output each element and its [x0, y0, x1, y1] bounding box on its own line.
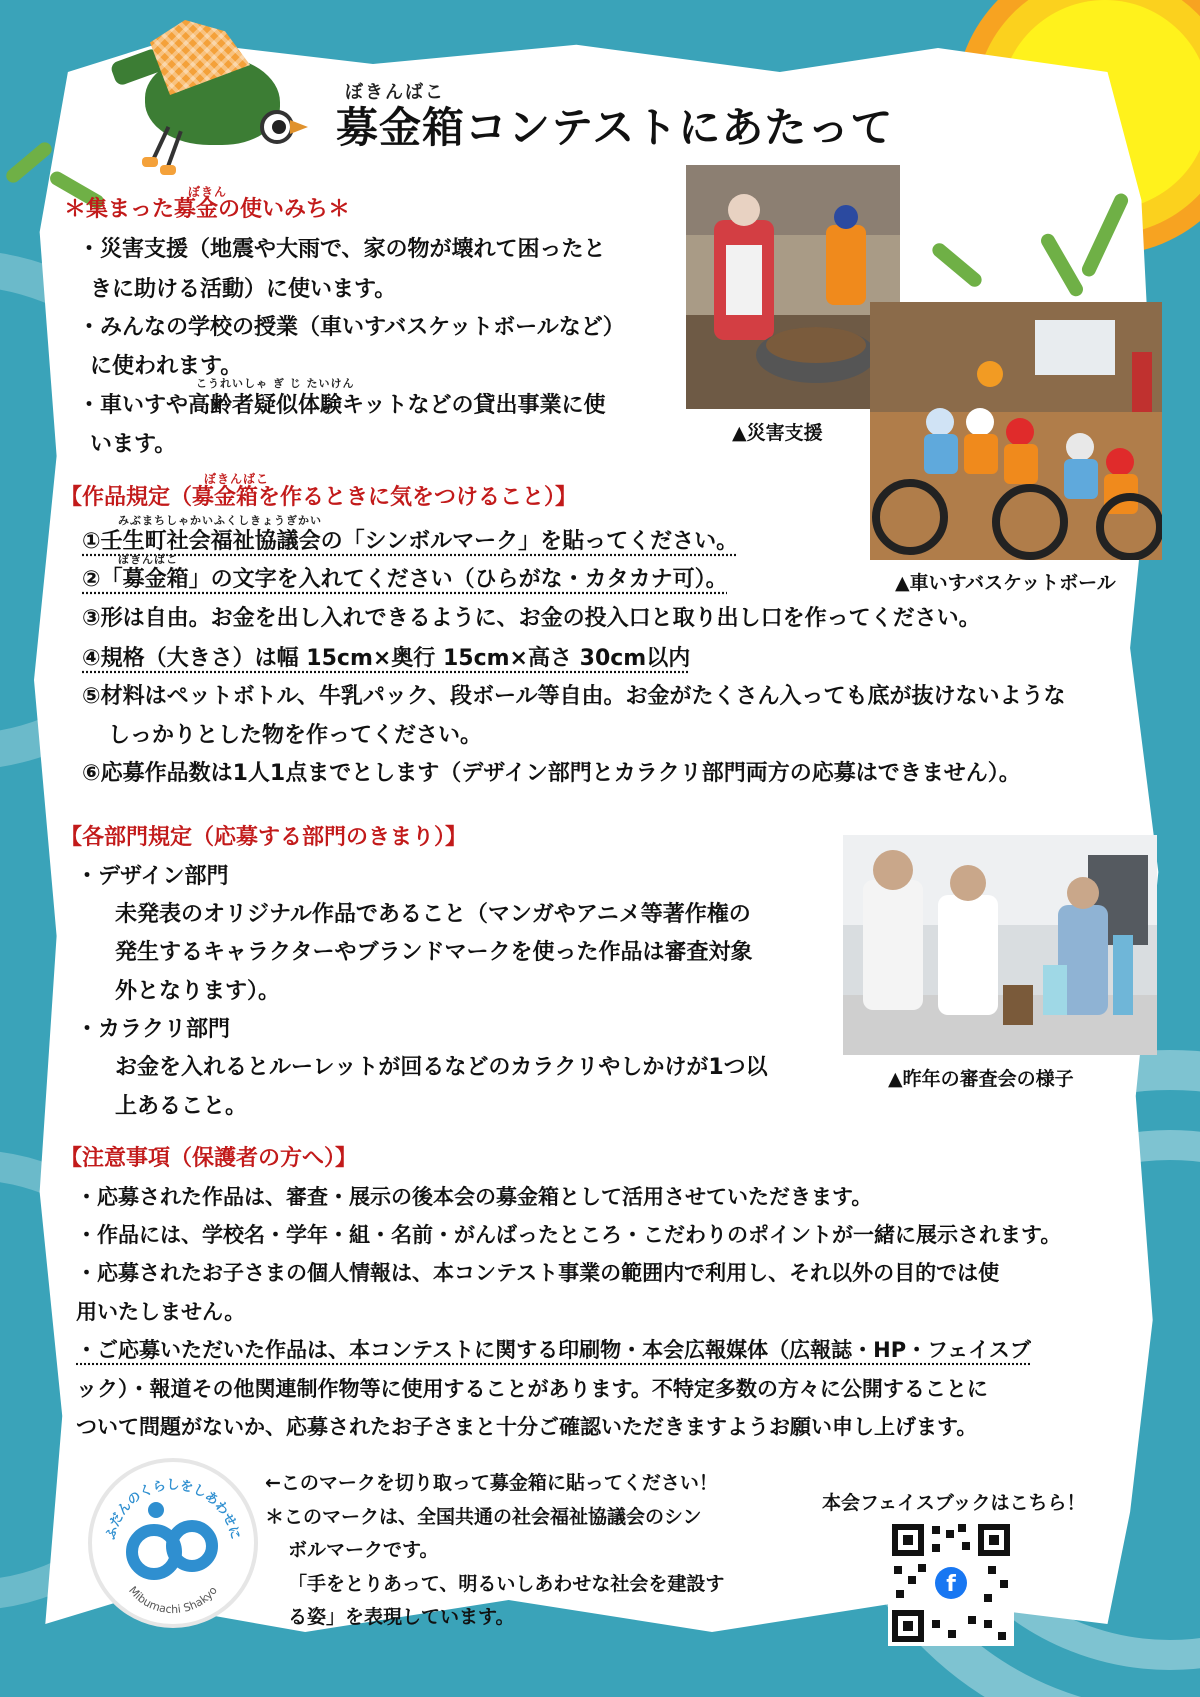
note-line: ック）・報道その他関連制作物等に使用することがあります。不特定多数の方々に公開することに [76, 1377, 988, 1401]
logo-arc-text: ふだんのくらしをしあわせに [103, 1478, 243, 1542]
note-line: ついて問題がないか、応募されたお子さまと十分ご確認いただきますようお願い申し上げます。 [76, 1415, 978, 1439]
judging-session-photo [843, 835, 1157, 1055]
heading-ruby: ぼきん [188, 185, 228, 199]
rule-item: ④規格（大きさ）は幅 15cm×奥行 15cm×高さ 30cm以内 [82, 646, 691, 671]
rule-item: ③形は自由。お金を出し入れできるように、お金の投入口と取り出し口を作ってください。 [82, 606, 981, 631]
footer-line: る姿」を表現しています。 [288, 1606, 515, 1628]
usage-line: ・災害支援（地震や大雨で、家の物が壊れて困ったと [78, 237, 606, 262]
usage-line: に使われます。 [90, 354, 243, 379]
department-line: 上あること。 [115, 1094, 248, 1119]
usage-line: ・車いすや高齢者疑似体験キットなどの貸出事業に使 [78, 393, 606, 418]
disaster-support-caption: ▲災害支援 [732, 422, 823, 444]
facebook-qr-code[interactable] [888, 1520, 1014, 1646]
usage-ruby: こうれいしゃ ぎ じ たいけん [196, 377, 355, 390]
note-line: ・応募されたお子さまの個人情報は、本コンテスト事業の範囲内で利用し、それ以外の目的では使 [76, 1261, 1000, 1285]
usage-line: ・みんなの学校の授業（車いすバスケットボールなど） [78, 315, 625, 340]
note-line: ・応募された作品は、審査・展示の後本会の募金箱として活用させていただきます。 [76, 1185, 873, 1209]
footer-line: 「手をとりあって、明るいしあわせな社会を建設す [288, 1573, 725, 1595]
usage-line: きに助ける活動）に使います。 [90, 277, 397, 302]
heading-ruby: ぼきんばこ [204, 472, 270, 486]
department-line: 発生するキャラクターやブランドマークを使った作品は審査対象 [115, 940, 753, 965]
judging-session-caption: ▲昨年の審査会の様子 [888, 1068, 1074, 1090]
department-line: お金を入れるとルーレットが回るなどのカラクリやしかけが1つ以 [115, 1055, 768, 1080]
svg-text:f: f [946, 1572, 956, 1597]
svg-text:Mibumachi Shakyo [126, 1584, 220, 1616]
usage-heading: ＊集まった募金の使いみち＊ [64, 197, 351, 222]
plant-decoration [3, 139, 54, 185]
rule-item: ⑥応募作品数は1人1点までとします（デザイン部門とカラクリ部門両方の応募はできません）。 [82, 761, 1021, 786]
rules-heading: 【作品規定（募金箱を作るときに気をつけること）】 [60, 485, 578, 510]
department-line: 未発表のオリジナル作品であること（マンガやアニメ等著作権の [115, 902, 751, 927]
rule-item: ①壬生町社会福祉協議会の「シンボルマーク」を貼ってください。 [82, 529, 739, 554]
department-line: ・デザイン部門 [76, 864, 229, 889]
title-ruby: ぼきんばこ [345, 82, 445, 103]
rules-ruby: ぼきんばこ [118, 553, 178, 566]
rule-item: ⑤材料はペットボトル、牛乳パック、段ボール等自由。お金がたくさん入っても底が抜けないような [82, 684, 1066, 709]
footer-line: ←このマークを切り取って募金箱に貼ってください！ [265, 1472, 718, 1494]
wheelchair-basketball-photo [870, 302, 1162, 560]
rules-ruby: みぶまちしゃかいふくしきょうぎかい [118, 514, 322, 527]
notes-heading: 【注意事項（保護者の方へ）】 [60, 1146, 358, 1171]
note-line: 用いたしません。 [76, 1300, 246, 1324]
department-line: ・カラクリ部門 [76, 1017, 231, 1042]
rule-item: しっかりとした物を作ってください。 [108, 723, 483, 748]
facebook-label: 本会フェイスブックはこちら！ [822, 1492, 1086, 1514]
disaster-support-photo [686, 165, 900, 409]
page-title: 募金箱コンテストにあたって [336, 103, 894, 152]
note-line: ・作品には、学校名・学年・組・名前・がんばったところ・こだわりのポイントが一緒に展示されます。 [76, 1223, 1062, 1247]
shakyo-symbol-logo [88, 1458, 258, 1628]
department-line: 外となります）。 [115, 979, 281, 1004]
rule-item: ②「募金箱」の文字を入れてください（ひらがな・カタカナ可）。 [82, 567, 728, 592]
note-line: ・ご応募いただいた作品は、本コンテストに関する印刷物・本会広報媒体（広報誌・HP・フェイスブ [76, 1338, 1031, 1362]
footer-line: ＊このマークは、全国共通の社会福祉協議会のシン [265, 1506, 702, 1528]
departments-heading: 【各部門規定（応募する部門のきまり）】 [60, 825, 468, 850]
logo-bottom-text: Mibumachi Shakyo [126, 1583, 220, 1617]
wheelchair-basketball-caption: ▲車いすバスケットボール [895, 572, 1116, 594]
footer-line: ボルマークです。 [288, 1539, 439, 1561]
usage-line: います。 [90, 432, 177, 457]
